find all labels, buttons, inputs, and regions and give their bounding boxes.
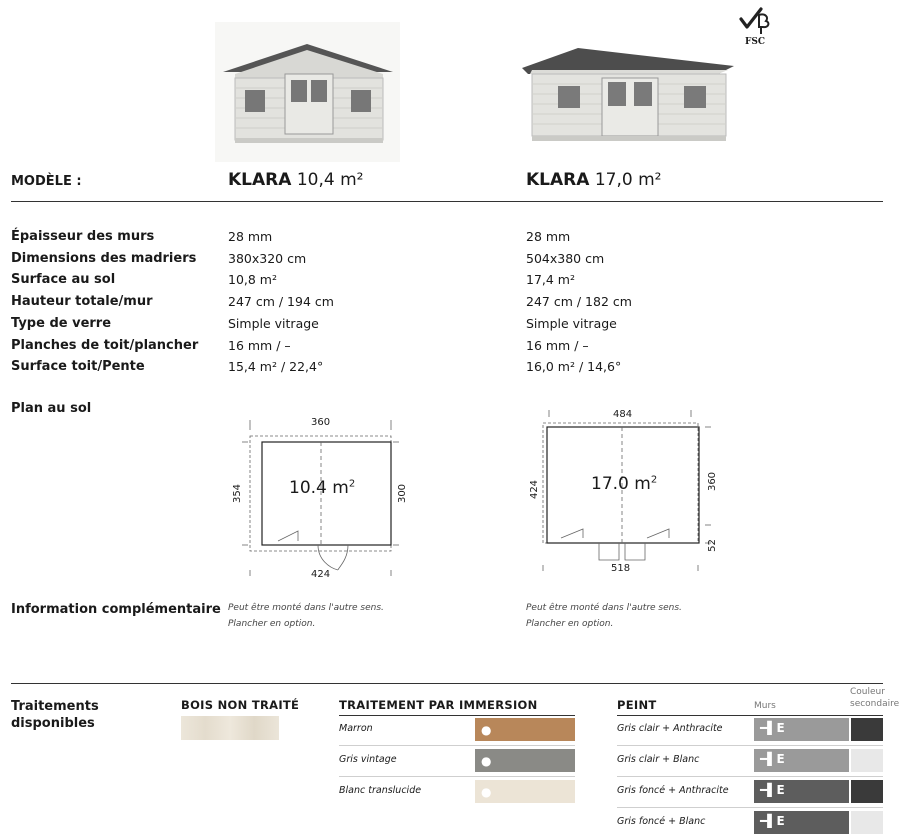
paint-title: PEINT: [617, 698, 657, 712]
paint-row-label: Gris clair + Blanc: [617, 754, 700, 765]
immersion-row-label: Gris vintage: [339, 754, 397, 765]
row-line: [617, 745, 883, 746]
spec-value: 16 mm / –: [228, 337, 291, 353]
immersion-row-label: Marron: [339, 723, 373, 734]
fsc-logo: [735, 5, 775, 47]
spec-value: 247 cm / 182 cm: [526, 294, 632, 310]
spec-labels: [11, 226, 198, 378]
tree-check-icon: [735, 5, 775, 35]
spec-values-2: [526, 226, 632, 378]
treatments-divider: [11, 683, 883, 684]
spec-label: Hauteur totale/mur: [11, 294, 153, 310]
paint-col-secondary-line: Couleur: [850, 687, 885, 697]
info-label: Information complémentaire: [11, 602, 221, 617]
model-label: MODÈLE :: [11, 174, 82, 189]
paint-col-walls: Murs: [754, 701, 776, 711]
info-notes-1: [228, 600, 384, 632]
paint-row-label: Gris foncé + Anthracite: [617, 785, 729, 796]
spec-value: 15,4 m² / 22,4°: [228, 359, 324, 375]
plan2-bottom-dim: 518: [611, 563, 631, 574]
plan2-area-value: 17.0 m: [591, 474, 651, 494]
plan1-left-dim: 354: [232, 483, 244, 504]
model-size-2: 17,0 m²: [594, 170, 662, 190]
spec-label: Type de verre: [11, 315, 112, 331]
immersion-title: TRAITEMENT PAR IMMERSION: [339, 698, 538, 712]
model-name-1: KLARA: [228, 170, 292, 190]
paint-secondary-swatch: [851, 780, 883, 803]
immersion-row-label: Blanc translucide: [339, 785, 422, 796]
spec-label: Surface toit/Pente: [11, 359, 145, 375]
plan1-top-dim: 360: [311, 417, 331, 428]
info-note-line: Plancher en option.: [526, 619, 614, 629]
droplet-icon: ●: [481, 754, 492, 768]
paint-header-line: [617, 715, 883, 716]
plan1-right-dim: 300: [397, 483, 409, 504]
house-image-small: [215, 22, 400, 162]
plan2-left-dim: 424: [529, 479, 541, 500]
treatments-label-line: Traitements: [11, 699, 99, 714]
spec-label: Surface au sol: [11, 272, 116, 288]
treatments-label-line: disponibles: [11, 716, 95, 731]
paint-secondary-swatch: [851, 718, 883, 741]
spec-value: 16 mm / –: [526, 337, 589, 353]
spec-label: Planches de toit/plancher: [11, 337, 199, 353]
row-line: [339, 776, 575, 777]
raw-wood-title: BOIS NON TRAITÉ: [181, 698, 300, 712]
brush-icon: ━▌E: [760, 752, 785, 766]
brush-icon: ━▌E: [760, 814, 785, 828]
plan2-area: [591, 474, 657, 494]
model-size-1: 10,4 m²: [296, 170, 364, 190]
paint-col-secondary: [850, 686, 899, 710]
brush-icon: ━▌E: [760, 783, 785, 797]
plan1-area: [289, 478, 355, 498]
spec-value: 28 mm: [228, 229, 273, 244]
droplet-icon: ●: [481, 785, 492, 799]
spec-value: 16,0 m² / 14,6°: [526, 359, 622, 375]
header-divider: [11, 201, 883, 202]
plan1-area-sup: 2: [348, 478, 356, 490]
spec-value: Simple vitrage: [228, 315, 319, 331]
info-notes-2: [526, 600, 682, 632]
floor-plan-label: Plan au sol: [11, 401, 92, 416]
model-title-2: [526, 170, 661, 190]
raw-wood-swatch: [181, 716, 279, 740]
spec-value: 504x380 cm: [526, 250, 605, 266]
plan2-top-dim: 484: [613, 409, 633, 420]
row-line: [617, 776, 883, 777]
treatments-label: [11, 698, 99, 732]
plan1-area-value: 10.4 m: [289, 478, 349, 498]
spec-values-1: [228, 226, 334, 378]
brush-icon: ━▌E: [760, 721, 785, 735]
model-title-1: [228, 170, 363, 190]
paint-row-label: Gris foncé + Blanc: [617, 816, 706, 827]
paint-col-secondary-line: secondaire: [850, 699, 900, 709]
paint-secondary-swatch: [851, 749, 883, 772]
spec-label: Dimensions des madriers: [11, 250, 197, 266]
info-note-line: Plancher en option.: [228, 619, 316, 629]
plan1-bottom-dim: 424: [311, 569, 331, 580]
info-note-line: Peut être monté dans l'autre sens.: [228, 603, 384, 613]
paint-secondary-swatch: [851, 811, 883, 834]
droplet-icon: ●: [481, 723, 492, 737]
row-line: [617, 807, 883, 808]
fsc-text: FSC: [744, 37, 766, 47]
plan2-area-sup: 2: [650, 474, 658, 486]
spec-value: 10,8 m²: [228, 272, 277, 288]
plan2-right2-dim: 52: [706, 539, 718, 552]
spec-value: Simple vitrage: [526, 315, 617, 331]
house-image-large: [518, 40, 738, 158]
spec-label: Épaisseur des murs: [11, 229, 155, 244]
model-name-2: KLARA: [526, 170, 590, 190]
row-line: [339, 745, 575, 746]
info-note-line: Peut être monté dans l'autre sens.: [526, 603, 682, 613]
paint-row-label: Gris clair + Anthracite: [617, 723, 723, 734]
immersion-header-line: [339, 715, 575, 716]
plan2-right-dim: 360: [707, 471, 719, 492]
spec-value: 247 cm / 194 cm: [228, 294, 334, 310]
spec-value: 380x320 cm: [228, 250, 307, 266]
spec-value: 28 mm: [526, 229, 571, 244]
spec-value: 17,4 m²: [526, 272, 575, 288]
